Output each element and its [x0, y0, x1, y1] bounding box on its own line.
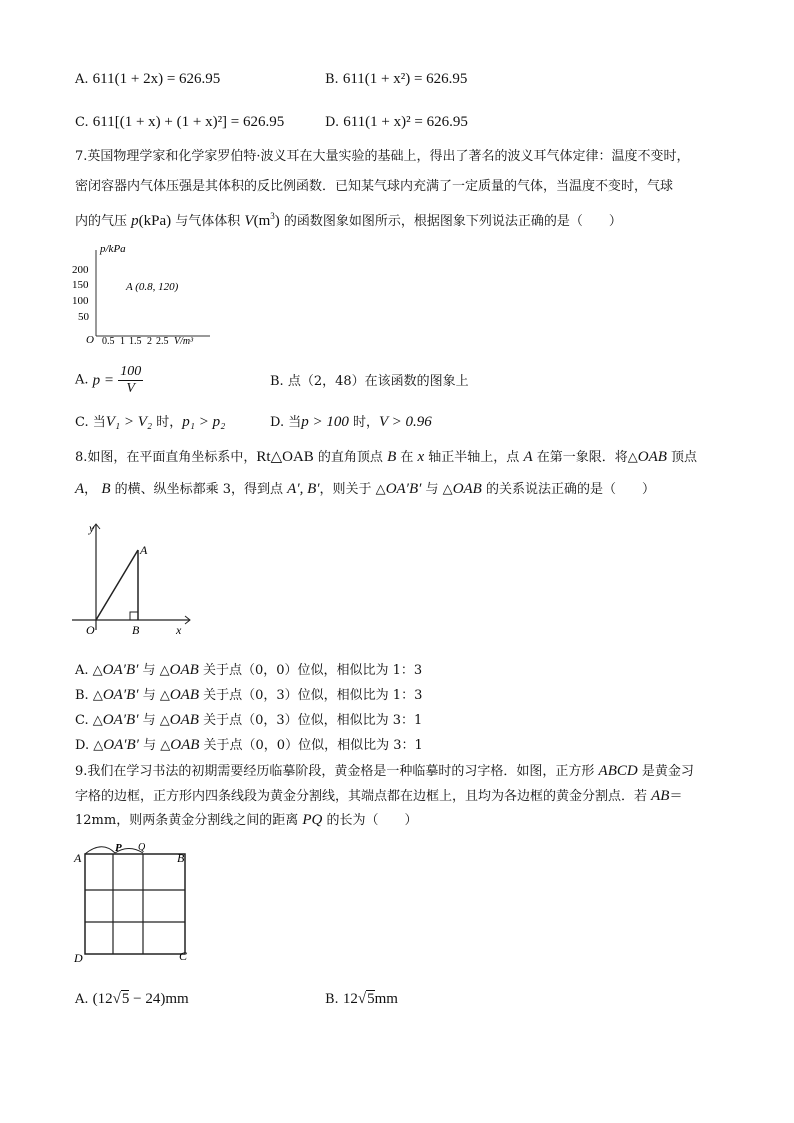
- q8-o-label: O: [86, 623, 95, 637]
- q7-ytick-100: 100: [72, 295, 89, 307]
- q6-option-c-expr: 611[(1 + x) + (1 + x)²] = 626.95: [92, 114, 285, 130]
- q7-xtick-0-5: 0.5: [102, 336, 115, 347]
- q8-option-c: C. △OA′B′ 与 △OAB 关于点（0，3）位似，相似比为 3：1: [75, 712, 423, 728]
- q8-option-b: B. △OA′B′ 与 △OAB 关于点（0，3）位似，相似比为 1：3: [75, 687, 423, 703]
- q8-side-oa: [96, 550, 138, 620]
- q7-option-a: A. p = $\frac{100}{V}$: [75, 364, 142, 396]
- q8-option-d: D. △OA′B′ 与 △OAB 关于点（0，0）位似，相似比为 3：1: [75, 737, 423, 753]
- q8-line-2: A， B 的横、纵坐标都乘 3，得到点 A′, B′，则关于 △OA′B′ 与 △OAB 的关系说法正确的是（ ）: [75, 481, 655, 497]
- q7-xtick-2: 2: [147, 336, 152, 347]
- q9-golden-grid-figure: [72, 840, 197, 968]
- q6-option-b-expr: 611(1 + x²) = 626.95: [342, 71, 468, 87]
- q9-q-label: Q: [138, 842, 146, 853]
- q7-line-2: 密闭容器内气体压强是其体积的反比例函数．已知某气球内充满了一定质量的气体，当温度不变时，气球: [75, 179, 674, 194]
- q7-ytick-50: 50: [78, 311, 89, 323]
- q7-point-a-label: A (0.8, 120): [126, 281, 179, 293]
- q8-option-a: A. △OA′B′ 与 △OAB 关于点（0，0）位似，相似比为 1：3: [75, 662, 423, 678]
- q6-option-d-expr: 611(1 + x)² = 626.95: [343, 114, 468, 130]
- q7-y-axis-label: p/kPa: [100, 243, 126, 255]
- q7-origin: O: [86, 334, 94, 346]
- q7-option-d: D. 当p > 100 时，V > 0.96: [270, 414, 432, 430]
- q9-c-label: C: [179, 949, 188, 963]
- q8-triangle-figure: [72, 520, 194, 642]
- q7-option-b: B. 点（2，48）在该函数的图象上: [270, 374, 469, 389]
- q9-p-label: P: [115, 842, 122, 854]
- q7-xtick-1-5: 1.5: [129, 336, 142, 347]
- q6-option-b: B. 611(1 + x²) = 626.95: [325, 71, 468, 87]
- q9-option-a: A. (12√5 − 24)mm: [75, 991, 189, 1007]
- q9-d-label: D: [74, 951, 83, 965]
- q9-square-abcd: [85, 854, 185, 954]
- q8-a-label: A: [140, 543, 148, 557]
- q6-option-a: A. 611(1 + 2x) = 626.95: [75, 71, 221, 87]
- q9-option-b: B. 12√5mm: [325, 991, 398, 1007]
- q9-line-1: 9.我们在学习书法的初期需要经历临摹阶段，黄金格是一种临摹时的习字格．如图，正方形 ABCD 是黄金习: [75, 763, 694, 779]
- q7-xtick-2-5: 2.5: [156, 336, 169, 347]
- q7-option-c: C. 当V₁ > V₂ 时，p₁ > p₂: [75, 414, 226, 430]
- q6-option-d: D. 611(1 + x)² = 626.95: [325, 114, 468, 130]
- q9-a-label: A: [74, 851, 82, 865]
- q7-ytick-150: 150: [72, 279, 89, 291]
- q8-right-angle-mark: [130, 612, 138, 620]
- q7-ytick-200: 200: [72, 264, 89, 276]
- q7-option-a-fraction: $\frac{100}{V}$: [120, 364, 142, 396]
- q9-line-2: 字格的边框，正方形内四条线段为黄金分割线，其端点都在边框上，且均为各边框的黄金分割点．若 AB＝: [75, 788, 683, 804]
- q8-b-label: B: [132, 623, 140, 637]
- q7-line-3: 内的气压 p(kPa) 与气体体积 $V(m^3)$ 的函数图象如图所示，根据图象下列说法正确的是（ ）: [75, 211, 622, 229]
- q8-y-label: y: [89, 521, 95, 535]
- q9-arc-ap: [85, 847, 115, 854]
- q7-pressure-volume-graph: [70, 240, 230, 352]
- q7-xtick-1: 1: [120, 336, 125, 347]
- q6-option-a-expr: 611(1 + 2x) = 626.95: [92, 71, 221, 87]
- q9-line-3: 12mm，则两条黄金分割线之间的距离 PQ 的长为（ ）: [75, 812, 418, 828]
- q8-line-1: 8.如图，在平面直角坐标系中，Rt△OAB 的直角顶点 B 在 x 轴正半轴上，点 A 在第一象限．将△OAB 顶点: [75, 449, 698, 465]
- q7-line-1: 7.英国物理学家和化学家罗伯特·波义耳在大量实验的基础上，得出了著名的波义耳气体定律：温度不变时，: [75, 149, 690, 164]
- q8-x-label: x: [176, 623, 182, 637]
- q6-option-c: C. 611[(1 + x) + (1 + x)²] = 626.95: [75, 114, 285, 130]
- q9-b-label: B: [177, 851, 185, 865]
- q7-x-axis-label: V/m³: [174, 336, 194, 347]
